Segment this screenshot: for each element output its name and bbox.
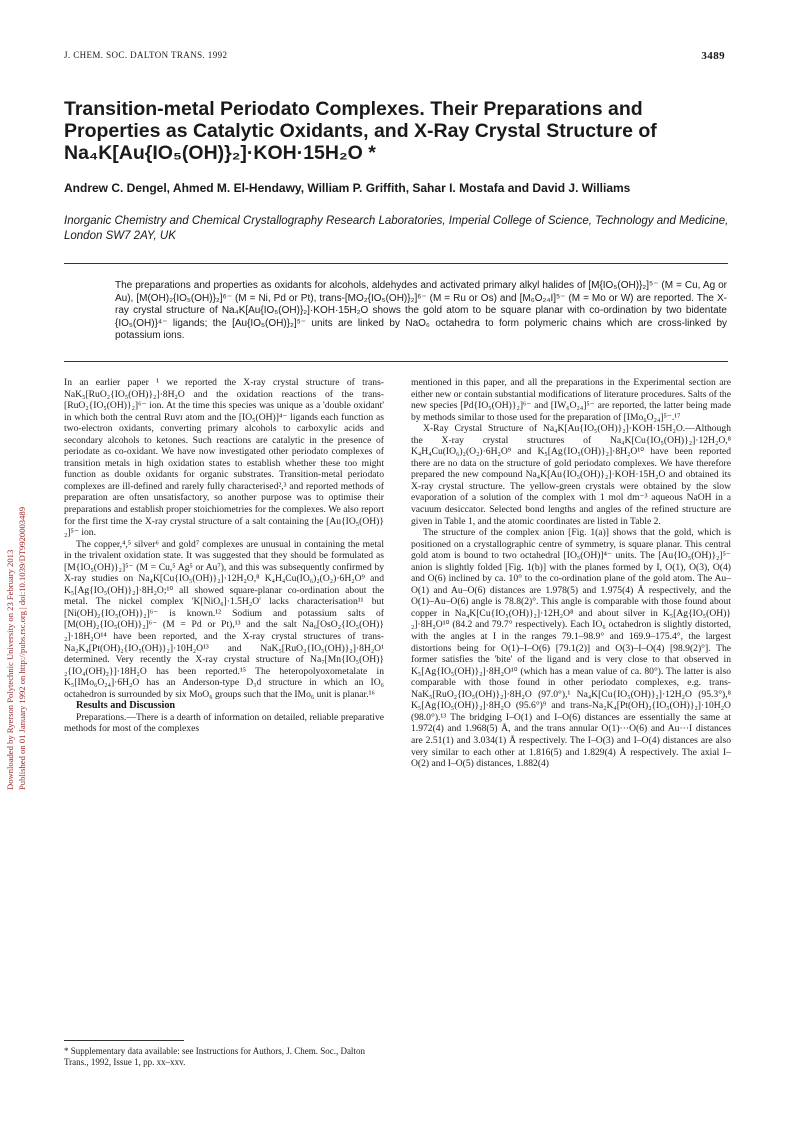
article-title: Transition-metal Periodato Complexes. Their Preparations and Properties as Catalytic Oxidants, and X-Ray Crystal Structure of Na₄K[Au{IO₅(OH)}₂]·KOH·15H₂O *: [64, 98, 657, 164]
section-heading: Results and Discussion: [76, 700, 176, 712]
footnote: * Supplementary data available: see Instructions for Authors, J. Chem. Soc., Dalton Trans., 1992, Issue 1, pp. xx–xxv.: [64, 1046, 365, 1067]
left-paragraph-2: The copper,⁴,⁵ silver⁶ and gold⁷ complexes are unusual in containing the metal in the trivalent oxidation state. It was suggested that they should be formulated as [M{IO₅(OH)}₂]⁵⁻ (M = Cu,⁵ Ag⁵ or Au⁷), and this was subsequently confirmed by X-ray studies on Na₄K[Cu{IO₅(OH)}₂]·12H₂O,⁸ K₄H₄Cu(IO₆)₂(O₂)·6H₂O⁹ and K₅[Ag{IO₅(OH)}₂]·8H₂O;¹⁰ all showed square-planar co-ordination about the metal. The nickel complex 'K[NiO₆]·1.5H₂O' lacks characterisation¹¹ but [Ni(OH)₂{IO₅(OH)}₂]⁶⁻ is known.¹² Sodium and potassium salts of [M(OH)₂{IO₅(OH)}₂]⁶⁻ (M = Pd or Pt),¹³ and the salt Na₆[OsO₂{IO₅(OH)}₂]·18H₂O¹⁴ have been reported, and the X-ray crystal structures of trans-Na₂K₄[Pt(OH)₂{IO₅(OH)}₂]·10H₂O¹³ and NaK₅[RuO₂{IO₅(OH)}₂]·8H₂O¹ determined. Very recently the X-ray crystal structure of Na₇[Mn{IO₅(OH)}₂{IO₄(OH)₂}]·18H₂O has been reported.¹⁵ The heteropolyoxometalate in K₅[IMo₆O₂₄]·6H₂O has an Anderson-type D₃d structure in which an IO₆ octahedron is surrounded by six MoO₆ groups such that the IMo₆ unit is planar.¹⁶: [64, 538, 384, 700]
right-paragraph-3: The structure of the complex anion [Fig. 1(a)] shows that the gold, which is positioned on a crystallographic centre of symmetry, is square planar. This central gold atom is bound to two octahedral [IO₅(OH)]⁴⁻ units. The [Au{IO₅(OH)}₂]⁵⁻ anion is slightly folded [Fig. 1(b)] with the planes formed by I, O(1), O(3), O(4) and O(6) inclined by ca. 10° to the co-ordination plane of the gold atom. The Au–O(1) and Au–O(6) distances are 1.978(5) and 1.975(4) Å respectively, and the O(1)–Au–O(6) angle is 78.8(2)°. This angle is comparable with those found about copper in Na₄K[Cu{IO₅(OH)}₂]·12H₂O⁸ and about silver in K₅[Ag{IO₅(OH)}₂]·8H₂O¹⁰ (84.2 and 79.7° respectively). Each IO₆ octahedron is slightly distorted, with the angles at I in the ranges 79.1–98.9° and 169.9–175.4°, the largest distortions being for O(1)–I–O(6) [79.1(2)] and O(3)–I–O(4) [98.9(2)°]. The former satisfies the 'bite' of the ligand and is very close to that observed in K₅[Ag{IO₅(OH)}₂]·8H₂O¹⁰ (which has a mean value of ca. 80°). The latter is also comparable with those found in other periodato complexes, e.g. trans-NaK₅[RuO₂{IO₅(OH)}₂]·8H₂O (97.0°),¹ Na₄K[Cu{IO₅(OH)}₂]·12H₂O (95.3°),⁸ K₅[Ag{IO₅(OH)}₂]·8H₂O (95.6°)⁹ and trans-Na₂K₄[Pt(OH)₂{IO₅(OH)}₂]·10H₂O (98.0°).¹³ The bridging I–O(1) and I–O(6) distances are essentially the same at 1.972(4) and 1.968(5) Å, and the trans annular O(1)···O(6) and Au···I distances are 2.51(1) and 3.034(1) Å respectively. The I–O(3) and I–O(4) distances are also very similar to each other at 1.816(5) and 1.829(4) Å respectively. The axial I–O(2) and I–O(5) distances, 1.882(4): [411, 527, 731, 770]
article-affiliation: Inorganic Chemistry and Chemical Crystallography Research Laboratories, Imperial College of Science, Technology and Medicine, London SW7 2AY, UK: [64, 215, 729, 242]
sidebar-line-published: Published on 01 January 1992 on http://pubs.rsc.org | doi:10.1039/DT9920003489: [17, 507, 27, 790]
journal-header: J. CHEM. SOC. DALTON TRANS. 1992: [64, 50, 228, 60]
footnote-divider: [64, 1040, 184, 1041]
sidebar-line-download: Downloaded by Ryerson Polytechnic University on 23 February 2013: [5, 549, 15, 790]
left-column: [64, 377, 384, 735]
right-paragraph-2: X-Ray Crystal Structure of Na₄K[Au{IO₅(OH)}₂]·KOH·15H₂O.—Although the X-ray crystal structures of Na₄K[Cu{IO₅(OH)}₂]·12H₂O,⁸ K₄H₄Cu(IO₆)₂(O₂)·6H₂O⁹ and K₅[Ag{IO₅(OH)}₂]·8H₂O¹⁰ have been reported there are no data on the structure of gold periodato complexes. We have therefore prepared the new compound Na₄K[Au{IO₅(OH)}₂]·KOH·15H₂O and obtained its X-ray crystal structure. The yellow-green crystals were obtained by the slow evaporation of a solution of the complex with 1 mol dm⁻³ aqueous NaOH in a vacuum desiccator. Selected bond lengths and angles of the refined structure are given in Table 1, and the atomic coordinates are listed in Table 2.: [411, 423, 731, 527]
right-column: [411, 377, 731, 770]
left-paragraph-1: In an earlier paper ¹ we reported the X-ray crystal structure of trans-NaK₅[RuO₂{IO₅(OH)}₂]·8H₂O and the oxidation reactions of the trans-[RuO₂{IO₅(OH)}₂]⁶⁻ ion. At the time this species was unique as a 'double oxidant' in which both the central Ruᴠɪ atom and the [IO₅(OH)]⁴⁻ ligands each function as two-electron oxidants, converting primary alcohols to carboxylic acids and secondary alcohols to ketones. Such reactions are catalytic in the presence of periodate as co-oxidant. We have now investigated other periodato complexes of transition metals in high oxidation states to establish whether these too might function as double oxidants for organic substrates. Transition-metal periodato complexes are ill-defined and rarely fully characterised²,³ and reported methods of preparation are often unsatisfactory, so another purpose was to optimise their preparations and establish proper stoichiometries for the complexes. We also report for the first time the X-ray crystal structure of a salt containing the [Au{IO₅(OH)}₂]⁵⁻ ion.: [64, 377, 384, 539]
left-paragraph-3: Preparations.—There is a dearth of information on detailed, reliable preparative methods for most of the complexes: [64, 711, 384, 735]
page-number: 3489: [701, 50, 725, 62]
divider-top: [64, 263, 728, 264]
divider-bottom: [64, 361, 728, 362]
sidebar-svg: [3, 210, 29, 790]
article-authors: Andrew C. Dengel, Ahmed M. El-Hendawy, William P. Griffith, Sahar I. Mostafa and David J. Williams: [64, 181, 631, 195]
download-sidebar: [3, 210, 29, 790]
abstract: The preparations and properties as oxidants for alcohols, aldehydes and activated primary alkyl halides of [M{IO₅(OH)}₂]⁵⁻ (M = Cu, Ag or Au), [M(OH)₂{IO₅(OH)}₂]⁶⁻ (M = Ni, Pd or Pt), trans-[MO₂{IO₅(OH)}₂]⁶⁻ (M = Ru or Os) and [M₆O₂₄I]⁵⁻ (M = Mo or W) are reported. The X-ray crystal structure of Na₄K[Au{IO₅(OH)}₂]·KOH·15H₂O shows the gold atom to be square planar with co-ordination by two bidentate {IO₅(OH)}⁴⁻ ligands; the [Au{IO₅(OH)}₂]⁵⁻ units are linked by NaO₆ octahedra to form polymeric chains which are cross-linked by potassium ions.: [115, 280, 727, 341]
right-paragraph-1: mentioned in this paper, and all the preparations in the Experimental section are either new or contain substantial modifications of literature procedures. Salts of the new species [Pd{IO₅(OH)}₂]⁶⁻ and [IW₆O₂₄]⁵⁻ are reported, the latter being made by methods similar to those used for the preparation of [IMo₆O₂₄]⁵⁻.¹⁷: [411, 377, 731, 423]
